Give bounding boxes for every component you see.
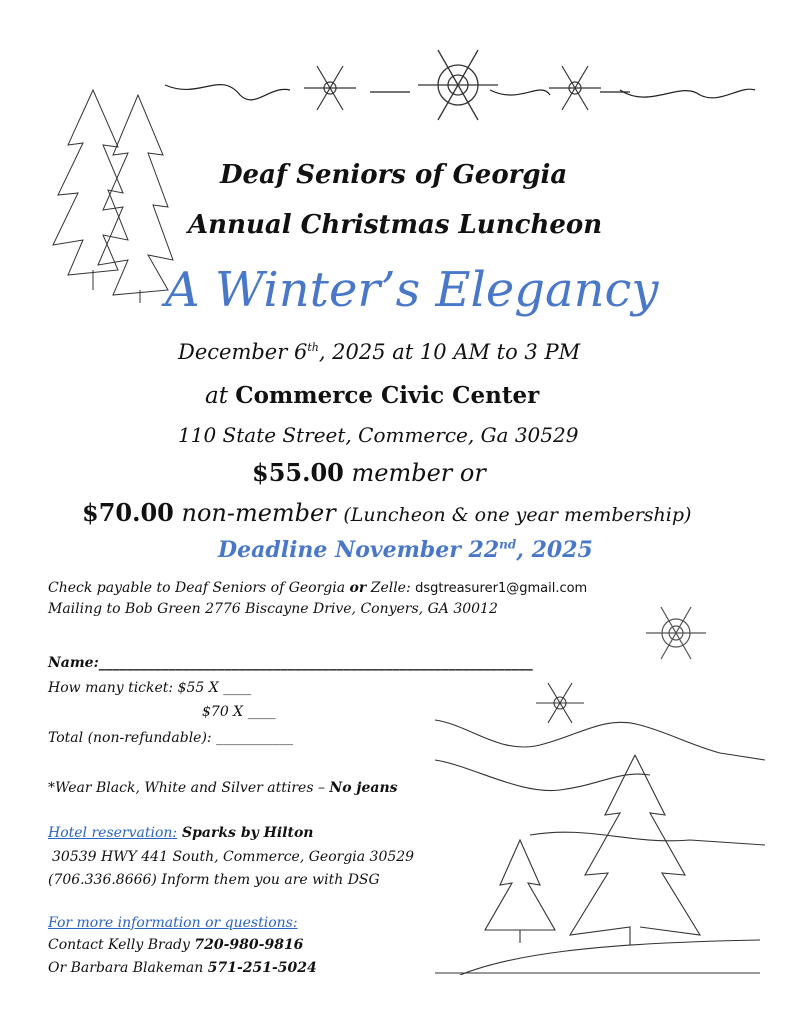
hotel-info	[48, 825, 313, 841]
deadline-sup: nd	[499, 537, 517, 552]
contact-1-name: Contact Kelly Brady	[48, 937, 195, 953]
contact-2-name: Or Barbara Blakeman	[48, 960, 208, 976]
payment-info	[48, 580, 587, 596]
deadline-year: , 2025	[516, 537, 593, 563]
venue-name: Commerce Civic Center	[235, 382, 540, 409]
tickets-70-field[interactable]: $70 X ____	[202, 704, 276, 720]
contact-1-phone: 720-980-9816	[194, 937, 304, 953]
snowflake-icon	[640, 598, 712, 668]
nonmember-note: (Luncheon & one year membership)	[343, 504, 692, 526]
zelle-label: Zelle:	[366, 580, 416, 596]
name-field[interactable]: Name:______________________________________________________________	[48, 655, 533, 671]
deadline-text: Deadline November 22	[218, 537, 500, 563]
more-info-label[interactable]: For more information or questions:	[48, 915, 298, 931]
date-sup: th	[307, 341, 319, 354]
or-text: or	[349, 580, 367, 596]
venue-prefix: at	[205, 383, 236, 409]
organization-name: Deaf Seniors of Georgia	[220, 160, 568, 190]
hotel-name: Sparks by Hilton	[177, 825, 314, 841]
hotel-phone: (706.336.8666) Inform them you are with DSG	[48, 872, 380, 888]
hotel-reservation-link[interactable]: Hotel reservation:	[48, 825, 178, 841]
deadline	[218, 537, 593, 563]
mailing-address: Mailing to Bob Green 2776 Biscayne Drive, Conyers, GA 30012	[48, 601, 498, 617]
contact-line-2	[48, 960, 317, 976]
attire-note	[48, 780, 398, 796]
event-name: Annual Christmas Luncheon	[188, 210, 603, 240]
member-price-text: member or	[343, 459, 486, 487]
check-text: Check payable to Deaf Seniors of Georgia	[48, 580, 350, 596]
event-date	[178, 340, 580, 364]
attire-text: *Wear Black, White and Silver attires –	[48, 780, 330, 796]
more-info-link[interactable]	[48, 915, 298, 931]
total-field[interactable]: Total (non-refundable): ___________	[48, 730, 294, 746]
nonmember-price-text: non-member	[173, 499, 344, 527]
hotel-address: 30539 HWY 441 South, Commerce, Georgia 30529	[52, 849, 415, 865]
member-price-value: $55.00	[252, 458, 344, 487]
member-price	[252, 458, 486, 487]
snowflake-banner-illustration	[160, 40, 760, 140]
nonmember-price	[82, 498, 691, 527]
zelle-email[interactable]: dsgtreasurer1@gmail.com	[415, 581, 588, 596]
winter-mountain-scene-illustration	[430, 675, 765, 975]
venue-address: 110 State Street, Commerce, Ga 30529	[178, 423, 579, 447]
contact-line-1	[48, 937, 303, 953]
attire-bold: No jeans	[329, 780, 398, 796]
tickets-55-field[interactable]: How many ticket: $55 X ____	[48, 680, 252, 696]
date-time-text: , 2025 at 10 AM to 3 PM	[318, 340, 581, 364]
nonmember-price-value: $70.00	[82, 498, 174, 527]
event-title: A Winter’s Elegancy	[165, 262, 659, 318]
event-venue	[205, 382, 539, 409]
contact-2-phone: 571-251-5024	[207, 960, 317, 976]
date-text: December 6	[178, 340, 308, 364]
